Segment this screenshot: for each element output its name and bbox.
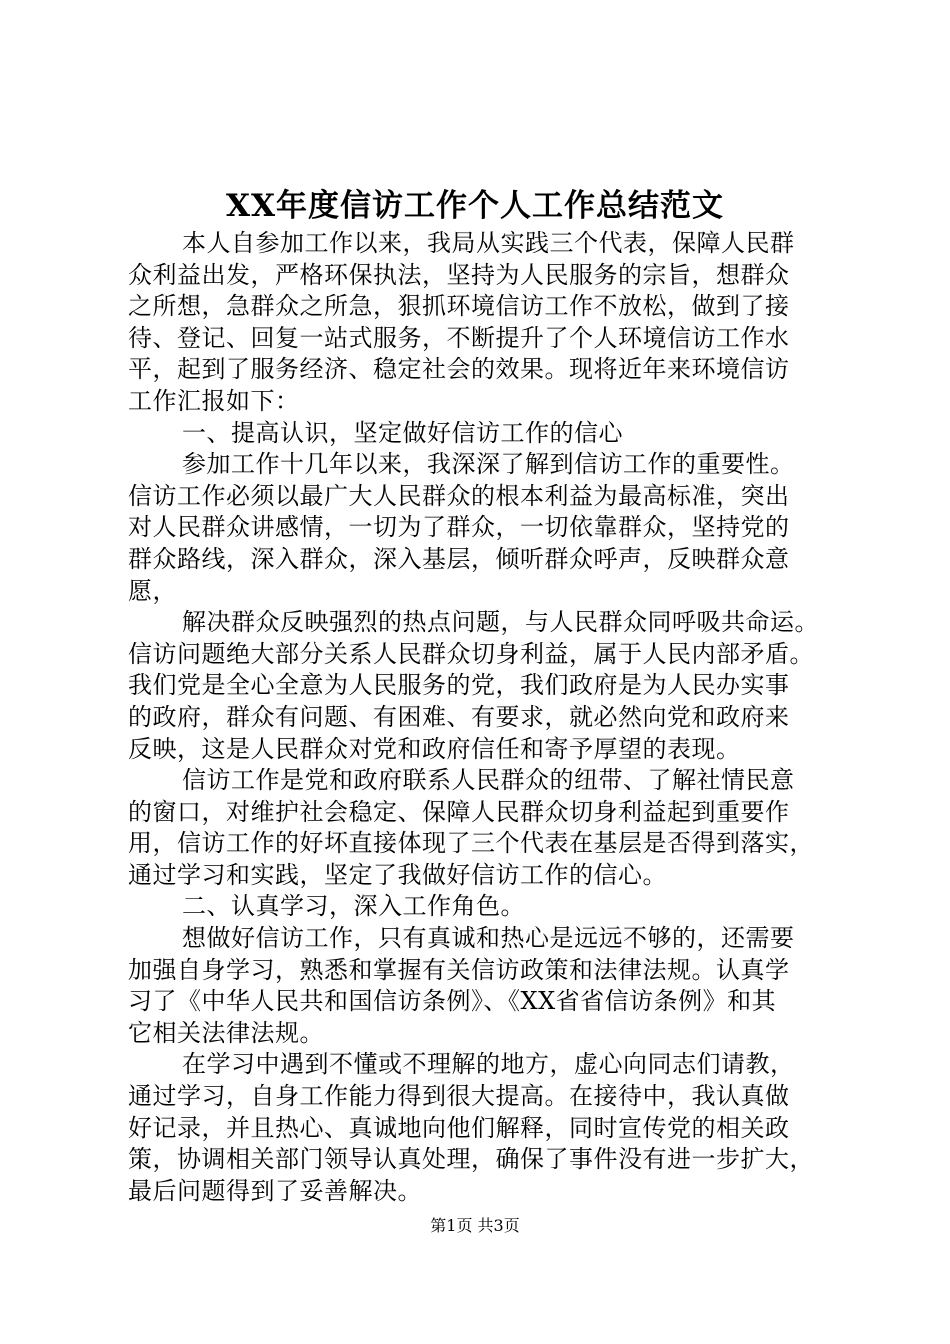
body-line: 通过学习，自身工作能力得到很大提高。在接待中，我认真做 — [128, 1082, 790, 1111]
body-line: 本人自参加工作以来，我局从实践三个代表，保障人民群 — [182, 229, 795, 257]
body-line: 策，协调相关部门领导认真处理，确保了事件没有进一步扩大， — [128, 1145, 814, 1174]
body-line: 通过学习和实践，坚定了我做好信访工作的信心。 — [128, 860, 667, 889]
body-line: 参加工作十几年以来，我深深了解到信访工作的重要性。 — [182, 450, 795, 479]
body-line: 信访工作是党和政府联系人民群众的纽带、了解社情民意 — [182, 766, 795, 795]
body-line: 好记录，并且热心、真诚地向他们解释，同时宣传党的相关政 — [128, 1113, 790, 1142]
body-line: 它相关法律法规。 — [128, 1018, 324, 1047]
body-line: 信访问题绝大部分关系人民群众切身利益，属于人民内部矛盾。 — [128, 639, 814, 668]
body-line: 在学习中遇到不懂或不理解的地方，虚心向同志们请教， — [182, 1050, 795, 1079]
body-line: 愿， — [128, 576, 177, 605]
body-line: 加强自身学习，熟悉和掌握有关信访政策和法律法规。认真学 — [128, 955, 790, 984]
body-line: 之所想，急群众之所急，狠抓环境信访工作不放松，做到了接 — [128, 292, 790, 321]
body-line: 众利益出发，严格环保执法，坚持为人民服务的宗旨，想群众 — [128, 260, 790, 289]
body-line: 工作汇报如下： — [128, 386, 300, 415]
body-line: 平，起到了服务经济、稳定社会的效果。现将近年来环境信访 — [128, 355, 790, 384]
body-line: 我们党是全心全意为人民服务的党，我们政府是为人民办实事 — [128, 671, 790, 700]
document-body — [128, 228, 828, 1207]
body-line: 的窗口，对维护社会稳定、保障人民群众切身利益起到重要作 — [128, 797, 790, 826]
body-line: 解决群众反映强烈的热点问题，与人民群众同呼吸共命运。 — [182, 608, 819, 637]
body-line: 用，信访工作的好坏直接体现了三个代表在基层是否得到落实， — [128, 829, 814, 858]
body-line: 最后问题得到了妥善解决。 — [128, 1176, 422, 1205]
body-line: 信访工作必须以最广大人民群众的根本利益为最高标准，突出 — [128, 481, 790, 510]
body-line: 对人民群众讲感情，一切为了群众，一切依靠群众，坚持党的 — [128, 513, 790, 542]
body-line: 反映，这是人民群众对党和政府信任和寄予厚望的表现。 — [128, 734, 741, 763]
body-line: 想做好信访工作，只有真诚和热心是远远不够的，还需要 — [182, 924, 795, 953]
body-line: 待、登记、回复一站式服务，不断提升了个人环境信访工作水 — [128, 323, 790, 352]
body-line: 一、提高认识，坚定做好信访工作的信心 — [182, 418, 623, 447]
body-line: 的政府，群众有问题、有困难、有要求，就必然向党和政府来 — [128, 702, 790, 731]
body-line: 二、认真学习，深入工作角色。 — [182, 892, 525, 921]
body-line: 习了《中华人民共和国信访条例》、《XX省省信访条例》和其 — [128, 987, 777, 1016]
document-title: XX年度信访工作个人工作总结范文 — [225, 188, 725, 224]
body-line: 群众路线，深入群众，深入基层，倾听群众呼声，反映群众意 — [128, 544, 790, 573]
page-footer: 第1页 共3页 — [430, 1216, 520, 1235]
